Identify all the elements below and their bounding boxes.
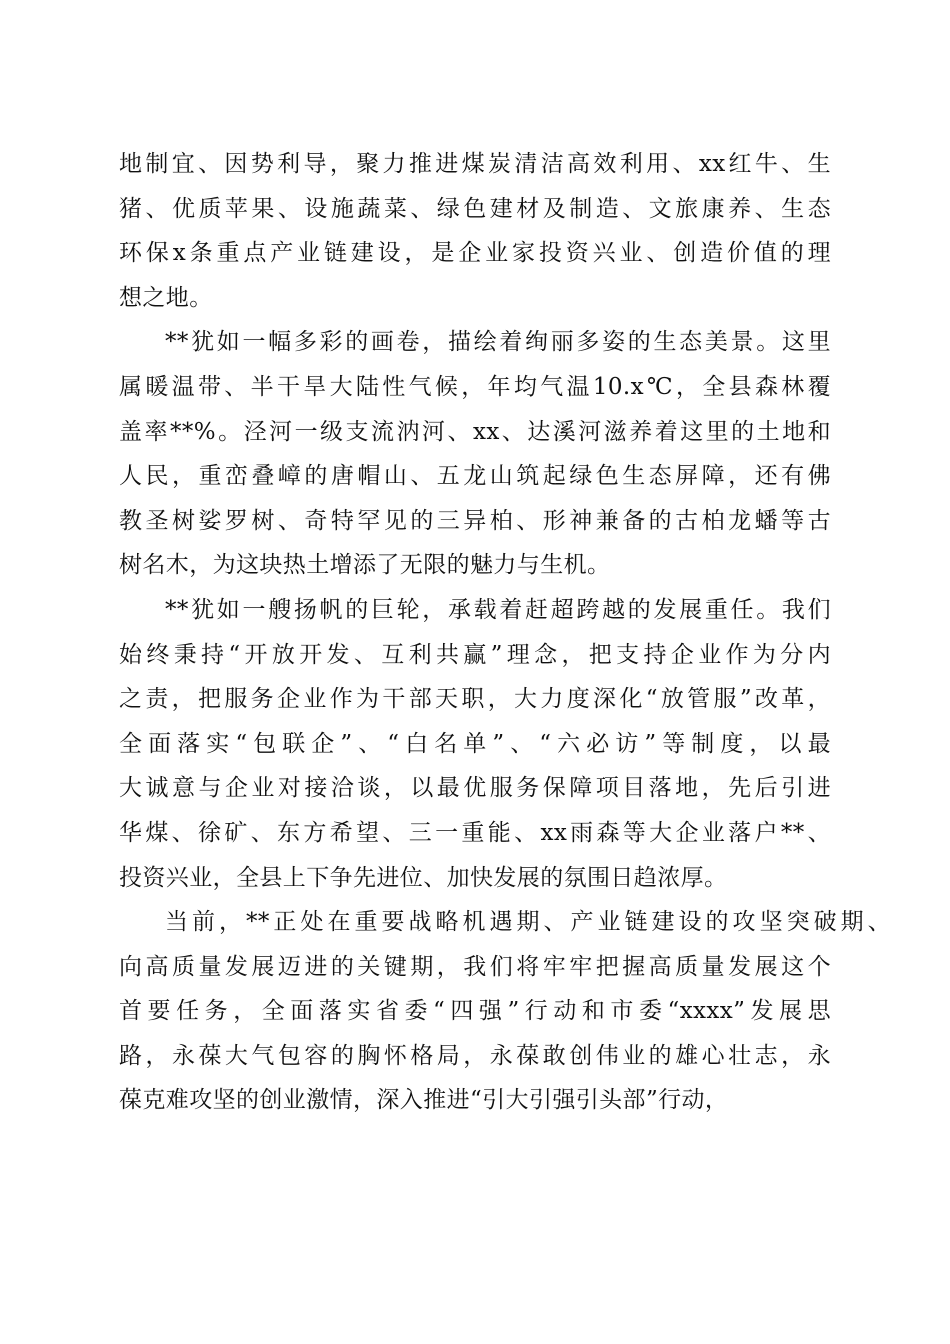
paragraph-4-line-1: 当前，**正处在重要战略机遇期、产业链建设的攻坚突破期、	[165, 909, 891, 936]
paragraph-4-line-3: 首要任务，全面落实省委“四强”行动和市委“xxxx”发展思	[119, 998, 831, 1025]
paragraph-2-line-1: **犹如一幅多彩的画卷，描绘着绚丽多姿的生态美景。这里	[165, 329, 831, 356]
paragraph-3-line-6: 华煤、徐矿、东方希望、三一重能、xx雨森等大企业落户**、	[119, 819, 831, 846]
paragraph-2-line-2: 属暖温带、半干旱大陆性气候，年均气温10.x℃，全县森林覆	[119, 373, 831, 400]
paragraph-1-line-4: 想之地。	[119, 284, 213, 311]
paragraph-2	[119, 320, 831, 588]
paragraph-2-line-3: 盖率**%。泾河一级支流汭河、xx、达溪河滋养着这里的土地和	[119, 418, 831, 445]
paragraph-4-line-5: 葆克难攻坚的创业激情，深入推进“引大引强引头部”行动，	[119, 1087, 729, 1114]
paragraph-4	[119, 900, 891, 1123]
paragraph-4-line-4: 路，永葆大气包容的胸怀格局，永葆敢创伟业的雄心壮志，永	[119, 1042, 831, 1069]
paragraph-1-line-3: 环保x条重点产业链建设，是企业家投资兴业、创造价值的理	[119, 240, 831, 267]
paragraph-3	[119, 588, 831, 900]
paragraph-3-line-3: 之责，把服务企业作为干部天职，大力度深化“放管服”改革，	[119, 686, 831, 713]
paragraph-3-line-2: 始终秉持“开放开发、互利共赢”理念，把支持企业作为分内	[119, 641, 831, 668]
paragraph-1-line-2: 猪、优质苹果、设施蔬菜、绿色建材及制造、文旅康养、生态	[119, 195, 831, 222]
paragraph-2-line-6: 树名木，为这块热土增添了无限的魅力与生机。	[119, 552, 611, 579]
paragraph-1-line-1: 地制宜、因势利导，聚力推进煤炭清洁高效利用、xx红牛、生	[119, 151, 831, 177]
paragraph-4-line-2: 向高质量发展迈进的关键期，我们将牢牢把握高质量发展这个	[119, 953, 831, 980]
paragraph-3-line-4: 全面落实“包联企”、“白名单”、“六必访”等制度，以最	[119, 730, 831, 757]
paragraph-2-line-4: 人民，重峦叠嶂的唐帽山、五龙山筑起绿色生态屏障，还有佛	[119, 463, 831, 490]
document-body	[119, 142, 891, 1123]
paragraph-3-line-5: 大诚意与企业对接洽谈，以最优服务保障项目落地，先后引进	[119, 775, 831, 802]
paragraph-2-line-5: 教圣树娑罗树、奇特罕见的三异柏、形神兼备的古柏龙蟠等古	[119, 507, 831, 534]
paragraph-3-line-7: 投资兴业，全县上下争先进位、加快发展的氛围日趋浓厚。	[119, 864, 728, 891]
paragraph-3-line-1: **犹如一艘扬帆的巨轮，承载着赶超跨越的发展重任。我们	[165, 596, 831, 623]
paragraph-1	[119, 142, 831, 320]
